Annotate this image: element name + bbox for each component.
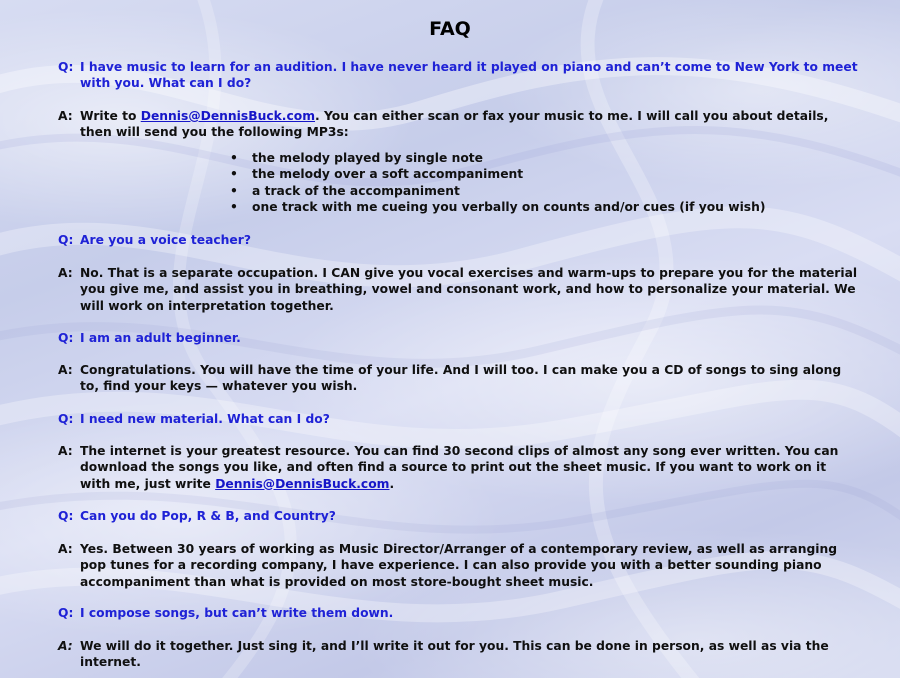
email-link[interactable]: Dennis@DennisBuck.com [140, 109, 316, 123]
faq-question-3 [58, 330, 858, 346]
bullet-icon: • [230, 167, 238, 182]
question-text: Are you a voice teacher? [80, 233, 251, 247]
list-item [230, 166, 766, 182]
list-item-text: one track with me cueing you verbally on counts and/or cues (if you wish) [252, 199, 766, 214]
question-label: Q: [58, 233, 74, 247]
faq-answer-5 [58, 541, 858, 590]
question-text: Can you do Pop, R & B, and Country? [80, 509, 336, 523]
faq-answer-1 [58, 108, 858, 141]
question-text: I am an adult beginner. [80, 331, 241, 345]
answer-text-part: The internet is your greatest resource. You can find 30 second clips of almost any song ever written. You can download the songs you like, and often find a source to print out the sheet music. If you want to work on it with me, just write [80, 444, 839, 491]
answer-text-part: . You can either scan or fax your music to me. I will call you about details, then will send you the following MP3s: [80, 109, 829, 140]
faq-question-2 [58, 232, 858, 248]
answer-text [80, 443, 858, 492]
answer-text: We will do it together. Just sing it, and I’ll write it out for you. This can be done in person, as well as via the internet. [80, 639, 829, 670]
question-text: I have music to learn for an audition. I have never heard it played on piano and can’t come to New York to meet with you. What can I do? [80, 60, 858, 91]
mp3-list [230, 150, 766, 215]
answer-text-part: Write to [80, 109, 141, 123]
email-link[interactable]: Dennis@DennisBuck.com [215, 476, 390, 491]
answer-text: No. That is a separate occupation. I CAN give you vocal exercises and warm-ups to prepare you for the material you give me, and assist you in breathing, vowel and consonant work, and how to personalize your material. We will work on interpretation together. [80, 266, 858, 313]
question-label: Q: [58, 331, 74, 345]
faq-answer-4 [58, 443, 858, 492]
answer-label: A: [58, 444, 73, 458]
question-label: Q: [58, 509, 74, 523]
answer-label: A: [58, 363, 73, 377]
faq-question-4 [58, 411, 858, 427]
answer-text-part: . [389, 476, 395, 491]
faq-question-6 [58, 605, 858, 621]
bullet-icon: • [230, 183, 238, 198]
answer-label: A: [58, 639, 73, 653]
faq-answer-3 [58, 362, 858, 395]
question-label: Q: [58, 412, 74, 426]
list-item [230, 199, 766, 215]
list-item-text: a track of the accompaniment [252, 183, 460, 198]
answer-text: Congratulations. You will have the time of your life. And I will too. I can make you a CD of songs to sing along to, find your keys — whatever you wish. [80, 363, 842, 394]
answer-label: A: [58, 109, 73, 123]
bullet-icon: • [230, 151, 238, 165]
answer-text [80, 108, 858, 141]
list-item [230, 183, 766, 199]
bullet-icon: • [230, 199, 238, 214]
page-title: FAQ [429, 18, 471, 40]
faq-question-5 [58, 508, 858, 524]
answer-label: A: [58, 542, 73, 556]
faq-answer-6 [58, 638, 858, 671]
faq-question-1 [58, 59, 858, 92]
answer-label: A: [58, 266, 73, 280]
question-text: I need new material. What can I do? [80, 412, 330, 426]
list-item [230, 150, 766, 166]
question-text: I compose songs, but can’t write them down. [80, 606, 394, 620]
question-label: Q: [58, 60, 74, 74]
faq-answer-2 [58, 265, 858, 314]
question-label: Q: [58, 606, 74, 620]
list-item-text: the melody over a soft accompaniment [252, 167, 524, 182]
list-item-text: the melody played by single note [252, 151, 483, 165]
answer-text: Yes. Between 30 years of working as Music Director/Arranger of a contemporary review, as well as arranging pop tunes for a recording company, I have experience. I can also provide you with a better sounding piano accompaniment than what is provided on most store-bought sheet music. [80, 542, 838, 589]
